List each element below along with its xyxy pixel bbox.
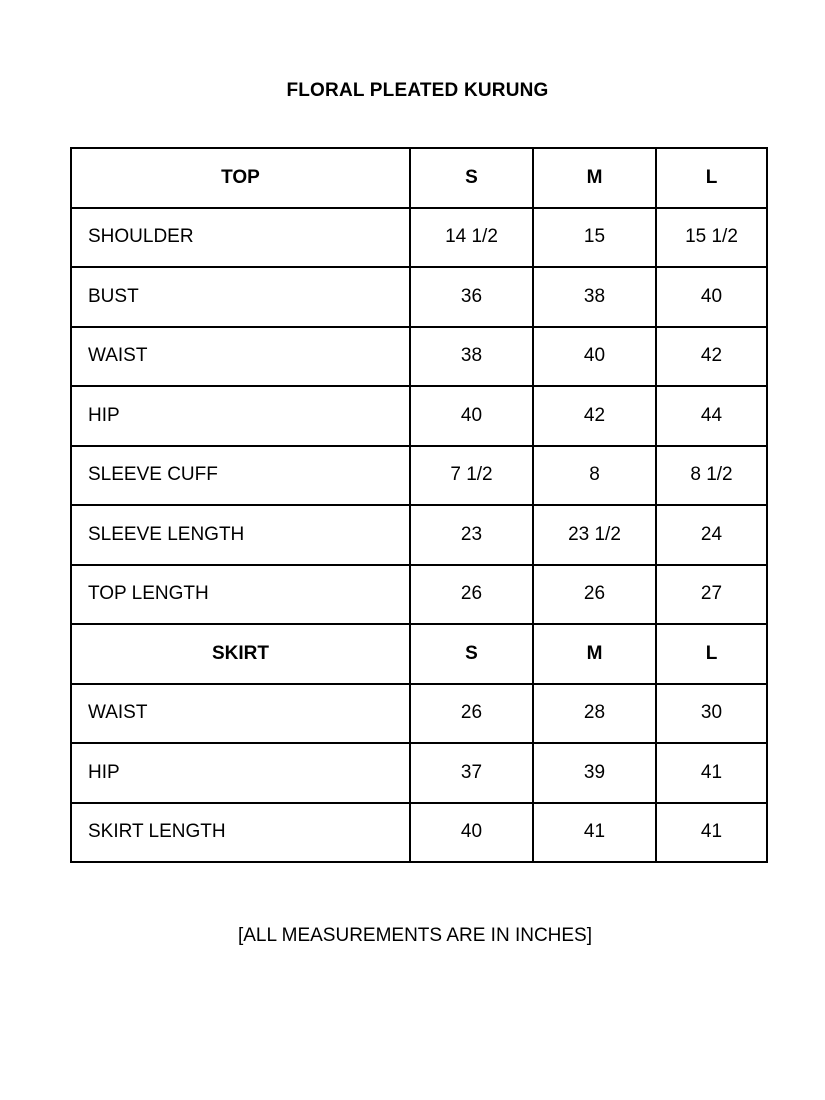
size-s-value: 40: [410, 803, 533, 863]
measurement-label: WAIST: [71, 327, 410, 387]
measurement-label: TOP LENGTH: [71, 565, 410, 625]
size-l-value: 27: [656, 565, 767, 625]
size-s-value: 26: [410, 684, 533, 744]
top-section-heading: TOP: [71, 148, 410, 208]
table-row: [71, 505, 767, 565]
measurement-label: BUST: [71, 267, 410, 327]
table-row: [71, 386, 767, 446]
size-s-heading: S: [410, 624, 533, 684]
measurement-label: SLEEVE CUFF: [71, 446, 410, 506]
measurement-label: WAIST: [71, 684, 410, 744]
page-title: FLORAL PLEATED KURUNG: [286, 80, 549, 101]
skirt-section-heading: SKIRT: [71, 624, 410, 684]
table-row: [71, 327, 767, 387]
size-s-heading: S: [410, 148, 533, 208]
measurement-unit-note: [ALL MEASUREMENTS ARE IN INCHES]: [237, 925, 593, 946]
size-l-value: 30: [656, 684, 767, 744]
size-m-value: 28: [533, 684, 656, 744]
top-header-row: [71, 148, 767, 208]
size-m-value: 15: [533, 208, 656, 268]
size-l-value: 24: [656, 505, 767, 565]
size-l-heading: L: [656, 148, 767, 208]
size-s-value: 26: [410, 565, 533, 625]
size-l-value: 15 1/2: [656, 208, 767, 268]
size-chart-table: [70, 147, 768, 863]
size-s-value: 14 1/2: [410, 208, 533, 268]
size-l-value: 41: [656, 803, 767, 863]
size-m-value: 39: [533, 743, 656, 803]
size-m-value: 38: [533, 267, 656, 327]
size-s-value: 36: [410, 267, 533, 327]
measurement-label: SKIRT LENGTH: [71, 803, 410, 863]
skirt-header-row: [71, 624, 767, 684]
size-l-value: 44: [656, 386, 767, 446]
table-row: [71, 208, 767, 268]
size-m-heading: M: [533, 148, 656, 208]
measurement-label: HIP: [71, 386, 410, 446]
size-s-value: 23: [410, 505, 533, 565]
table-row: [71, 267, 767, 327]
size-l-value: 42: [656, 327, 767, 387]
size-l-value: 41: [656, 743, 767, 803]
size-m-value: 40: [533, 327, 656, 387]
size-s-value: 7 1/2: [410, 446, 533, 506]
size-m-value: 8: [533, 446, 656, 506]
table-row: [71, 565, 767, 625]
table-row: [71, 803, 767, 863]
measurement-label: SHOULDER: [71, 208, 410, 268]
size-m-heading: M: [533, 624, 656, 684]
measurement-label: SLEEVE LENGTH: [71, 505, 410, 565]
size-m-value: 26: [533, 565, 656, 625]
size-l-value: 40: [656, 267, 767, 327]
size-l-heading: L: [656, 624, 767, 684]
size-m-value: 41: [533, 803, 656, 863]
size-s-value: 37: [410, 743, 533, 803]
table-row: [71, 446, 767, 506]
table-row: [71, 684, 767, 744]
table-row: [71, 743, 767, 803]
size-m-value: 42: [533, 386, 656, 446]
size-m-value: 23 1/2: [533, 505, 656, 565]
size-s-value: 38: [410, 327, 533, 387]
size-s-value: 40: [410, 386, 533, 446]
measurement-label: HIP: [71, 743, 410, 803]
size-l-value: 8 1/2: [656, 446, 767, 506]
